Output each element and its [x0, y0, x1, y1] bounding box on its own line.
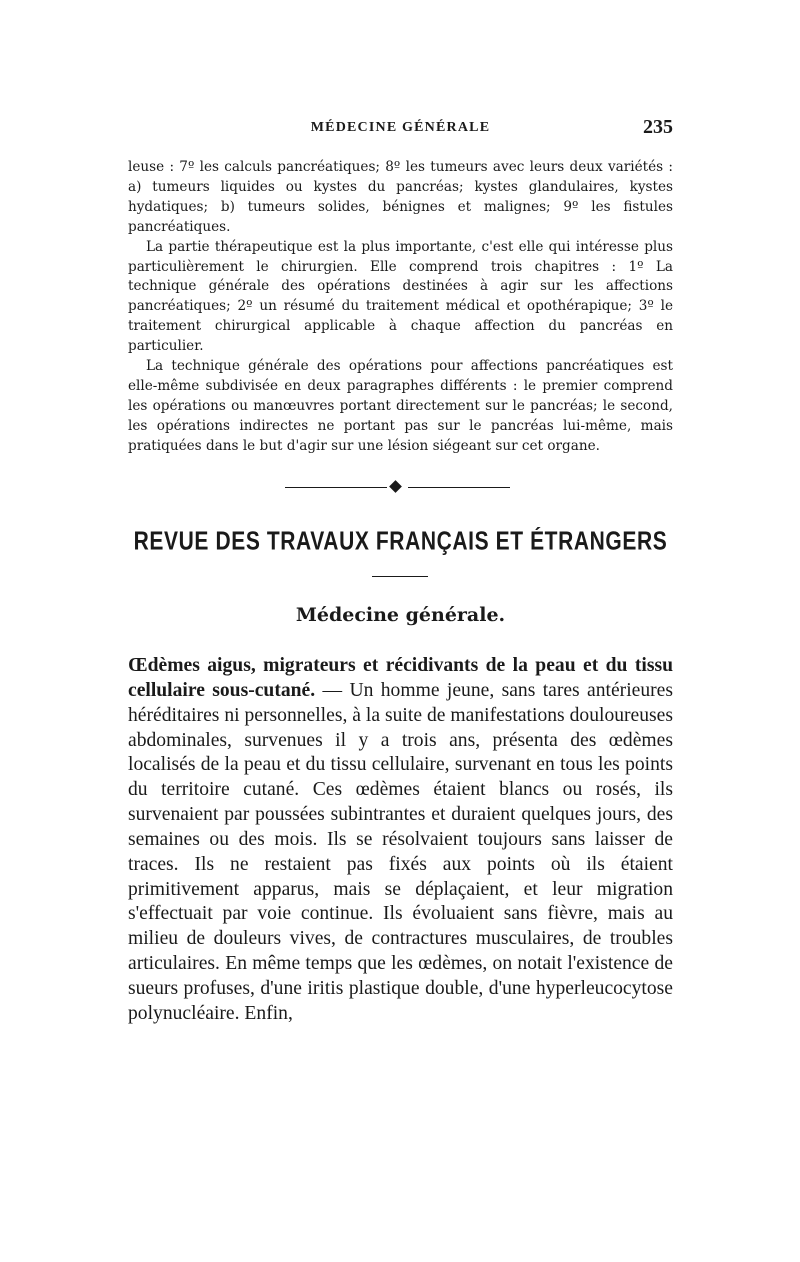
article-lead: Œdèmes aigus, migrateurs et récidivants de la peau et du tissu cellulaire sous-cutané. — [128, 655, 673, 701]
ornamental-divider — [285, 480, 510, 494]
paragraph: La technique générale des opérations pour affections pancréatiques est elle-même subdivisée en deux paragraphes différents : le premier comprend les opérations ou manœuvres portant directement sur le pancréas; le second, les opérations indirectes ne portant pas sur le pancréas lui-même, mais pratiquées dans le but d'agir sur une lésion siégeant sur cet organe. — [128, 358, 673, 454]
paragraph: leuse : 7º les calculs pancréatiques; 8º les tumeurs avec leurs deux variétés : a) tumeurs liquides ou kystes du pancréas; kystes glandulaires, kystes hydatiques; b) tumeurs solides, bénignes et malignes; 9º les fistules pancréatiques. — [128, 159, 673, 235]
article-body: — Un homme jeune, sans tares antérieures héréditaires ni personnelles, à la suite de manifestations douloureuses abdominales, survenues il y a trois ans, présenta des œdèmes localisés de la peau et du tissu cellulaire, survenant en tous les points du territoire cutané. Ces œdèmes étaient blancs ou rosés, ils survenaient par poussées subintrantes et duraient quelques jours, des semaines ou des mois. Ils se résolvaient toujours sans laisser de traces. Ils ne restaient pas fixés aux points où ils étaient primitivement apparus, mais se déplaçaient, et leur migration s'effectuait par voie continue. Ils évoluaient sans fièvre, mais au milieu de douleurs vives, de contractures musculaires, de troubles articulaires. En même temps que les œdèmes, on notait l'existence de sueurs profuses, d'une iritis plastique double, d'une hyperleucocytose polynucléaire. Enfin, — [128, 679, 673, 1024]
diamond-ornament-icon — [389, 480, 402, 493]
article-text — [128, 654, 673, 1027]
page-header — [128, 116, 673, 140]
section-title: REVUE DES TRAVAUX FRANÇAIS ET ÉTRANGERS — [133, 527, 668, 556]
page-number: 235 — [643, 116, 673, 138]
subsection-title: Médecine générale. — [295, 604, 506, 626]
running-head: MÉDECINE GÉNÉRALE — [310, 120, 491, 135]
paragraph: La partie thérapeutique est la plus importante, c'est elle qui intéresse plus particulièrement le chirurgien. Elle comprend trois chapitres : 1º La technique générale des opérations destinées à agir sur les affections pancréatiques; 2º un résumé du traitement médical et opothérapique; 3º le traitement chirurgical applicable à chaque affection du pancréas en particulier. — [128, 238, 673, 355]
divider-rule-right — [408, 487, 510, 488]
article-paragraph — [128, 654, 673, 1027]
preceding-text — [128, 158, 673, 457]
section-rule — [372, 576, 428, 577]
divider-rule-left — [285, 487, 387, 488]
